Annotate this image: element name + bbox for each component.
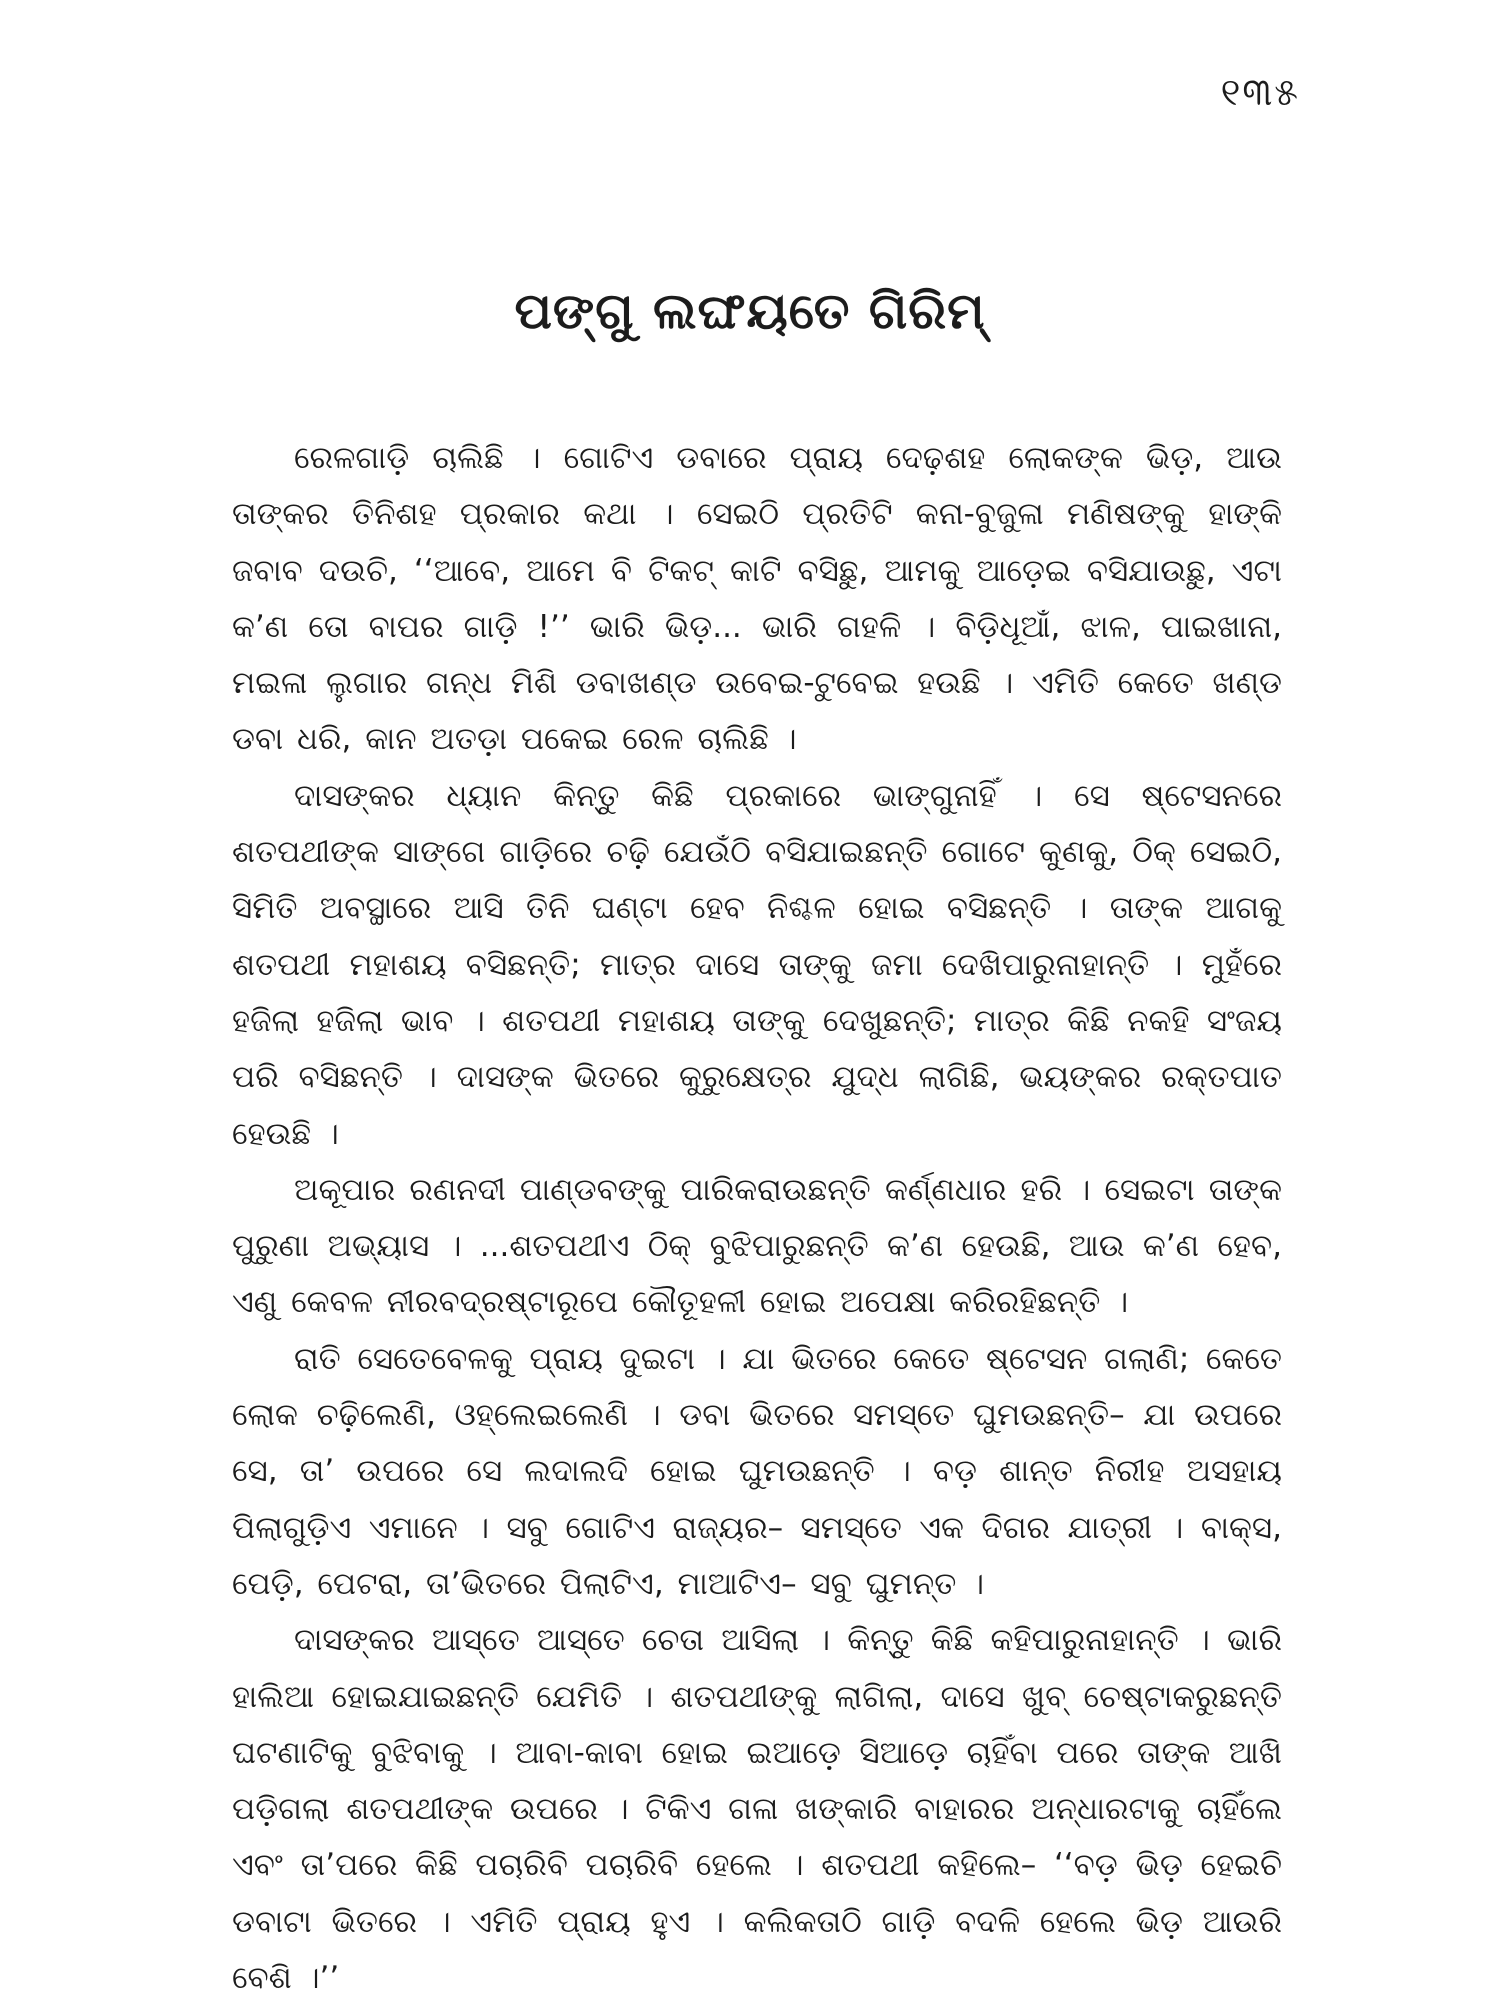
page-number: ୧୩୫ [1220,70,1300,114]
chapter-title: ପଙ୍ଗୁ ଲଙ୍ଘୟତେ ଗିରିମ୍ [514,282,986,340]
story-body [232,430,1282,2006]
paragraph-4: ରାତି ସେତେବେଳକୁ ପ୍ରାୟ ଦୁଇଟା । ଯା ଭିତରେ କେତେ ଷ୍ଟେସନ ଗଲାଣି; କେତେ ଲୋକ ଚଢ଼ିଲେଣି, ଓହ୍ଲେଇଲେଣି । ଡବା ଭିତରେ ସମସ୍ତେ ଘୁମଉଛନ୍ତି– ଯା ଉପରେ ସେ, ତା’ ଉପରେ ସେ ଲଦାଲଦି ହୋଇ ଘୁମଉଛନ୍ତି । ବଡ଼ ଶାନ୍ତ ନିରୀହ ଅସହାୟ ପିଲାଗୁଡ଼ିଏ ଏମାନେ । ସବୁ ଗୋଟିଏ ରାଜ୍ୟର– ସମସ୍ତେ ଏକ ଦିଗର ଯାତ୍ରୀ । ବାକ୍ସ, ପେଡ଼ି, ପେଟରା, ତା’ଭିତରେ ପିଲାଟିଏ, ମାଆଟିଏ– ସବୁ ଘୁମନ୍ତ । [232,1340,1282,1602]
paragraph-2: ଦାସଙ୍କର ଧ୍ୟାନ କିନ୍ତୁ କିଛି ପ୍ରକାରେ ଭାଙ୍ଗୁନାହିଁ । ସେ ଷ୍ଟେସନରେ ଶତପଥୀଙ୍କ ସାଙ୍ଗେ ଗାଡ଼ିରେ ଚଢ଼ି ଯେଉଁଠି ବସିଯାଇଛନ୍ତି ଗୋଟେ କୁଣକୁ, ଠିକ୍ ସେଇଠି, ସିମିତି ଅବସ୍ଥାରେ ଆସି ତିନି ଘଣ୍ଟା ହେବ ନିଶ୍ଚଳ ହୋଇ ବସିଛନ୍ତି । ତାଙ୍କ ଆଗକୁ ଶତପଥୀ ମହାଶୟ ବସିଛନ୍ତି; ମାତ୍ର ଦାସେ ତାଙ୍କୁ ଜମା ଦେଖିପାରୁନାହାନ୍ତି । ମୁହଁରେ ହଜିଲା ହଜିଲା ଭାବ । ଶତପଥୀ ମହାଶୟ ତାଙ୍କୁ ଦେଖୁଛନ୍ତି; ମାତ୍ର କିଛି ନକହି ସଂଜୟ ପରି ବସିଛନ୍ତି । ଦାସଙ୍କ ଭିତରେ କୁରୁକ୍ଷେତ୍ର ଯୁଦ୍ଧ ଲାଗିଛି, ଭୟଙ୍କର ରକ୍ତପାତ ହେଉଛି । [232,777,1282,1152]
paragraph-5: ଦାସଙ୍କର ଆସ୍ତେ ଆସ୍ତେ ଚେତା ଆସିଲା । କିନ୍ତୁ କିଛି କହିପାରୁନାହାନ୍ତି । ଭାରି ହାଲିଆ ହୋଇଯାଇଛନ୍ତି ଯେମିତି । ଶତପଥୀଙ୍କୁ ଲାଗିଲା, ଦାସେ ଖୁବ୍ ଚେଷ୍ଟାକରୁଛନ୍ତି ଘଟଣାଟିକୁ ବୁଝିବାକୁ । ଆବା-କାବା ହୋଇ ଇଆଡ଼େ ସିଆଡ଼େ ଚାହିଁବା ପରେ ତାଙ୍କ ଆଖି ପଡ଼ିଗଲା ଶତପଥୀଙ୍କ ଉପରେ । ଟିକିଏ ଗଳା ଖଙ୍କାରି ବାହାରର ଅନ୍ଧାରଟାକୁ ଚାହିଁଲେ ଏବଂ ତା’ପରେ କିଛି ପଚାରିବି ପଚାରିବି ହେଲେ । ଶତପଥୀ କହିଲେ– ‘‘ବଡ଼ ଭିଡ଼ ହେଇଚି ଡବାଟା ଭିତରେ । ଏମିତି ପ୍ରାୟ ହୁଏ । କଲିକତାଠି ଗାଡ଼ି ବଦଳି ହେଲେ ଭିଡ଼ ଆଉରି ବେଶି ।’’ [232,1622,1282,1997]
paragraph-3: ଅକୂପାର ରଣନଦୀ ପାଣ୍ଡବଙ୍କୁ ପାରିକରାଉଛନ୍ତି କର୍ଣ୍ଣଧାର ହରି । ସେଇଟା ତାଙ୍କ ପୁରୁଣା ଅଭ୍ୟାସ । ...ଶତପଥୀଏ ଠିକ୍ ବୁଝିପାରୁଛନ୍ତି କ’ଣ ହେଉଛି, ଆଉ କ’ଣ ହେବ, ଏଣୁ କେବଳ ନୀରବଦ୍ରଷ୍ଟାରୂପେ କୌତୂହଳୀ ହୋଇ ଅପେକ୍ଷା କରିରହିଛନ୍ତି । [232,1171,1282,1321]
paragraph-1: ରେଳଗାଡ଼ି ଚାଲିଛି । ଗୋଟିଏ ଡବାରେ ପ୍ରାୟ ଦେଢ଼ଶହ ଲୋକଙ୍କ ଭିଡ଼, ଆଉ ତାଙ୍କର ତିନିଶହ ପ୍ରକାର କଥା । ସେଇଠି ପ୍ରତିଟି କନା-ବୁଜୁଳା ମଣିଷଙ୍କୁ ହାଙ୍କି ଜବାବ ଦଉଚି, ‘‘ଆବେ, ଆମେ ବି ଟିକଟ୍ କାଟି ବସିଛୁ, ଆମକୁ ଆଡ଼େଇ ବସିଯାଉଛୁ, ଏଟା କ’ଣ ତୋ ବାପର ଗାଡ଼ି !’’ ଭାରି ଭିଡ଼... ଭାରି ଗହଳି । ବିଡ଼ିଧୂଆଁ, ଝାଳ, ପାଇଖାନା, ମଇଳା ଲୁଗାର ଗନ୍ଧ ମିଶି ଡବାଖଣ୍ଡ ଉବେଇ-ଟୁବେଇ ହଉଛି । ଏମିତି କେତେ ଖଣ୍ଡ ଡବା ଧରି, କାନ ଅତଡ଼ା ପକେଇ ରେଳ ଚାଲିଛି । [232,440,1282,758]
